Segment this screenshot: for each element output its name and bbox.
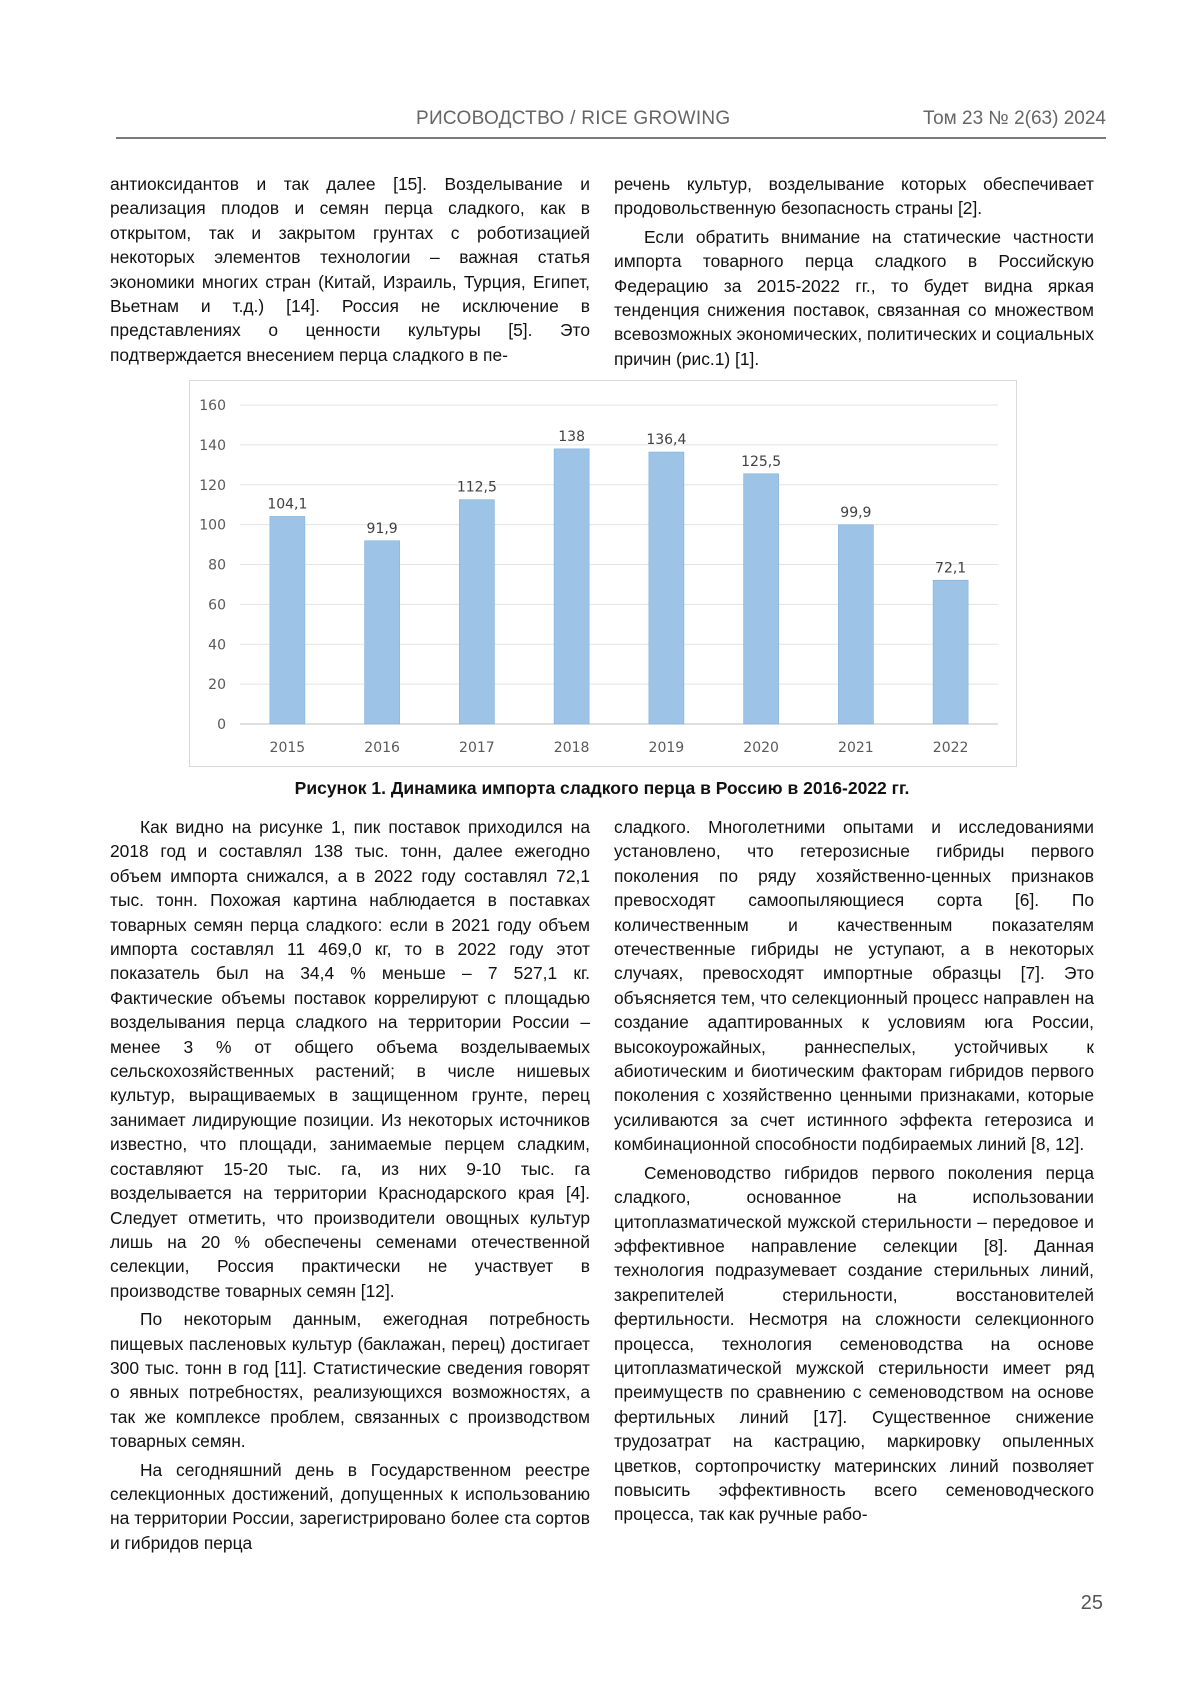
paragraph: По некоторым данным, ежегодная потребность пищевых пасленовых культур (баклажан, перец) достигает 300 тыс. тонн в год [11]. Статистические сведения говорят о явных потребностях, реализующихся возможностях, а так же комплексе проблем, связанных с производством товарных семян. xyxy=(110,1309,590,1452)
page-number: 25 xyxy=(1080,1592,1103,1614)
x-tick-label: 2016 xyxy=(364,740,400,756)
bar xyxy=(744,474,779,724)
data-label: 91,9 xyxy=(366,520,398,537)
bar xyxy=(838,525,873,724)
paragraph: речень культур, возделывание которых обеспечивает продовольственную безопасность страны [2]. xyxy=(614,174,1094,219)
y-tick-label: 20 xyxy=(208,677,226,694)
data-label: 138 xyxy=(558,428,585,445)
data-label: 125,5 xyxy=(741,453,782,470)
y-tick-label: 0 xyxy=(217,717,226,733)
chart-svg xyxy=(190,381,1016,766)
bar xyxy=(933,580,968,724)
bar xyxy=(649,452,684,724)
bar xyxy=(270,516,305,724)
x-tick-label: 2018 xyxy=(553,740,590,756)
paragraph: сладкого. Многолетними опытами и исследованиями установлено, что гетерозисные гибриды первого поколения по ряду хозяйственно-ценных признаков превосходят самоопыляющиеся сорта [6]. По количественным и качественным показателям отечественные гибриды не уступают, а в некоторых случаях, превосходят импортные образцы [7]. Это объясняется тем, что селекционный процесс направлен на создание адаптированных к условиям юга России, высокоурожайных, раннеспелых, устойчивых к абиотическим и биотическим факторам гибридов первого поколения с хозяйственно ценными признаками, которые усиливаются за счет истинного эффекта гетерозиса и комбинационной способности подбираемых линий [8, 12]. xyxy=(614,817,1094,1155)
bar xyxy=(554,449,589,724)
paragraph: антиоксидантов и так далее [15]. Возделывание и реализация плодов и семян перца сладкого, как в открытом, так и закрытом грунтах с роботизацией некоторых элементов технологии – важная статья экономики многих стран (Китай, Израиль, Турция, Египет, Вьетнам и т.д.) [14]. Россия не исключение в представлениях о ценности культуры [5]. Это подтверждается внесением перца сладкого в пе- xyxy=(110,174,590,365)
y-tick-label: 60 xyxy=(208,597,226,614)
bottom-right-column xyxy=(614,815,1094,1527)
x-tick-label: 2015 xyxy=(269,740,306,756)
paragraph: На сегодняшний день в Государственном реестре селекционных достижений, допущенных к использованию на территории России, зарегистрировано более ста сортов и гибридов перца xyxy=(110,1459,590,1553)
y-tick-label: 40 xyxy=(208,637,226,654)
paragraph: Семеноводство гибридов первого поколения перца сладкого, основанное на использовании цитоплазматической мужской стерильности – передовое и эффективное направление селекции [8]. Данная технология подразумевает создание стерильных линий, закрепителей стерильности, восстановителей фертильности. Несмотря на сложности селекционного процесса, технология семеноводства на основе цитоплазматической мужской стерильности имеет ряд преимуществ по сравнению с семеноводством на основе фертильных линий [17]. Существенное снижение трудозатрат на кастрацию, маркировку опыленных цветков, сортопрочистку материнских линий позволяет повысить эффективность всего семеноводческого процесса, так как ручные рабо- xyxy=(614,1162,1094,1525)
running-header xyxy=(116,103,1106,139)
y-tick-label: 140 xyxy=(199,437,226,454)
x-tick-label: 2022 xyxy=(932,740,969,756)
y-tick-label: 80 xyxy=(208,557,226,574)
top-right-column xyxy=(614,172,1094,371)
x-tick-label: 2019 xyxy=(648,740,685,756)
paragraph: Если обратить внимание на статические частности импорта товарного перца сладкого в Российскую Федерацию за 2015-2022 гг., то будет видна яркая тенденция снижения поставок, связанная со множеством всевозможных экономических, политических и социальных причин (рис.1) [1]. xyxy=(614,226,1094,369)
y-tick-label: 160 xyxy=(199,398,226,414)
data-label: 112,5 xyxy=(456,479,497,496)
top-left-column xyxy=(110,172,590,367)
data-label: 72,1 xyxy=(935,560,967,577)
issue-info: Том 23 № 2(63) 2024 xyxy=(922,108,1106,129)
x-tick-label: 2021 xyxy=(838,740,874,756)
x-tick-label: 2020 xyxy=(743,740,779,756)
x-tick-label: 2017 xyxy=(459,740,495,756)
y-tick-label: 120 xyxy=(199,477,226,494)
bar xyxy=(365,541,400,724)
data-label: 104,1 xyxy=(267,496,308,513)
bar xyxy=(459,500,494,724)
figure-caption: Рисунок 1. Динамика импорта сладкого перца в Россию в 2016-2022 гг. xyxy=(294,778,910,798)
y-tick-label: 100 xyxy=(199,517,226,534)
data-label: 136,4 xyxy=(646,432,687,449)
paragraph: Как видно на рисунке 1, пик поставок приходился на 2018 год и составлял 138 тыс. тонн, далее ежегодно объем импорта снижался, а в 2022 году составлял 72,1 тыс. тонн. Похожая картина наблюдается в поставках товарных семян перца сладкого: если в 2021 году объем импорта составлял 11 469,0 кг, то в 2022 году этот показатель был на 34,4 % меньше – 7 527,1 кг. Фактические объемы поставок коррелируют с площадью возделывания перца сладкого на территории России – менее 3 % от общего объема возделываемых сельскохозяйственных растений; в числе нишевых культур, выращиваемых в защищенном грунте, перец занимает лидирующие позиции. Из некоторых источников известно, что площади, занимаемые перцем сладким, составляют 15-20 тыс. га, из них 9-10 тыс. га возделывается на территории Краснодарского края [4]. Следует отметить, что производители овощных культур лишь на 20 % обеспечены семенами отечественной селекции, Россия практически не участвует в производстве товарных семян [12]. xyxy=(110,817,590,1301)
journal-title: РИСОВОДСТВО / RICE GROWING xyxy=(416,108,731,129)
bottom-left-column xyxy=(110,815,590,1555)
data-label: 99,9 xyxy=(840,504,872,521)
import-bar-chart xyxy=(189,380,1017,767)
